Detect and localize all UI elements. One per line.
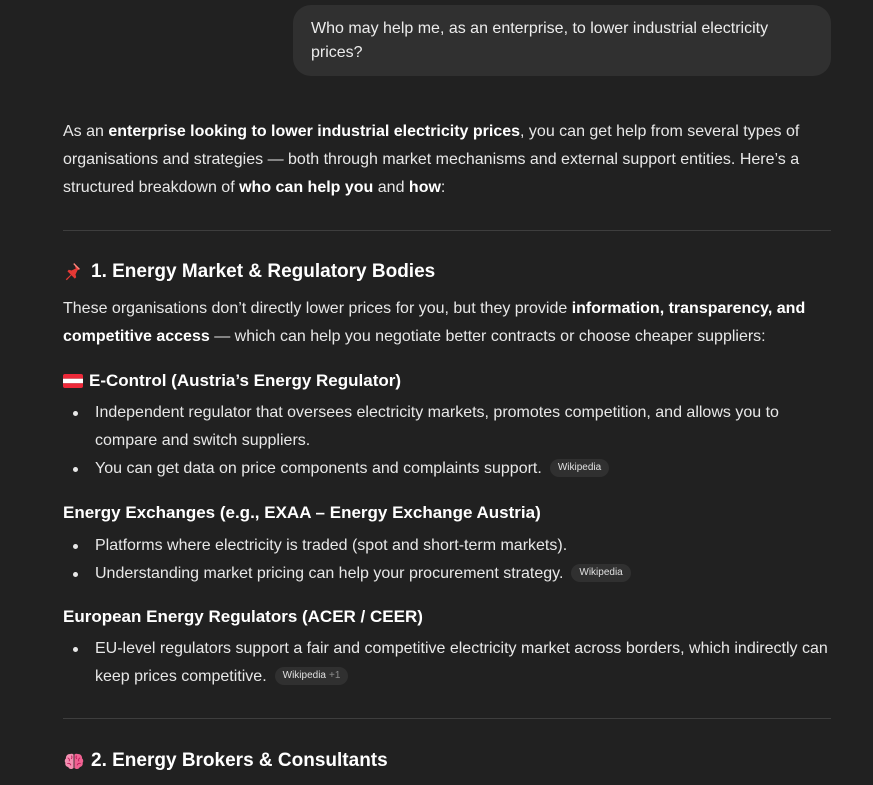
list-item-text: Understanding market pricing can help your procurement strategy. [95, 565, 564, 582]
intro-bold: how [408, 179, 441, 196]
section-title: 2. Energy Brokers & Consultants [91, 750, 388, 771]
citation-extra-count: +1 [329, 669, 341, 681]
intro-text: As an [63, 123, 109, 140]
list-item-text: Independent regulator that oversees electricity markets, promotes competition, and allows you to compare and switch suppliers. [95, 404, 779, 449]
subheading-energy-exchanges [63, 501, 541, 525]
list-item [63, 455, 831, 483]
assistant-intro [63, 118, 831, 202]
list-item-text: You can get data on price components and complaints support. [95, 460, 542, 477]
citation-source: Wikipedia [557, 461, 602, 473]
intro-text: , you can get help from several types of organisations and strategies — both through market mechanisms and external support entities. Here’s a structured breakdown of [63, 123, 800, 196]
list-item [63, 560, 831, 588]
intro-bold: enterprise looking to lower industrial electricity prices [108, 123, 521, 140]
user-message-bubble [293, 5, 831, 76]
bullet-list-e-control [63, 399, 831, 483]
section-description [63, 295, 831, 351]
divider [63, 718, 831, 719]
citation-chip[interactable] [571, 564, 630, 582]
list-item [63, 532, 831, 560]
list-item [63, 635, 831, 691]
user-message-text: Who may help me, as an enterprise, to lower industrial electricity prices? [311, 20, 769, 61]
list-item-text: Platforms where electricity is traded (spot and short-term markets). [95, 537, 568, 554]
bullet-list-energy-exchanges [63, 532, 831, 588]
section-heading-energy-market [63, 259, 435, 285]
subheading-title: European Energy Regulators (ACER / CEER) [63, 607, 423, 626]
subheading-title: Energy Exchanges (e.g., EXAA – Energy Exchange Austria) [63, 503, 541, 522]
citation-source: Wikipedia [579, 566, 623, 578]
citation-source: Wikipedia [282, 669, 326, 681]
brain-icon [63, 750, 85, 772]
subheading-european-regulators [63, 605, 423, 629]
citation-chip[interactable] [550, 459, 609, 477]
pushpin-icon [63, 261, 85, 283]
subheading-e-control [63, 369, 401, 393]
section-title: 1. Energy Market & Regulatory Bodies [91, 261, 436, 282]
desc-bold: information, transparency, and competitive access [63, 300, 806, 345]
desc-text: — which can help you negotiate better contracts or choose cheaper suppliers: [209, 328, 766, 345]
citation-chip[interactable] [275, 667, 349, 685]
subheading-title: E-Control (Austria’s Energy Regulator) [89, 371, 402, 390]
section-heading-energy-brokers [63, 748, 388, 774]
intro-text: : [440, 179, 446, 196]
desc-text: These organisations don’t directly lower prices for you, but they provide [63, 300, 572, 317]
intro-text: and [373, 179, 409, 196]
intro-bold: who can help you [239, 179, 374, 196]
list-item-text: EU-level regulators support a fair and competitive electricity market across borders, which indirectly can keep prices competitive. [95, 640, 828, 685]
divider [63, 230, 831, 231]
list-item [63, 399, 831, 455]
bullet-list-european-regulators [63, 635, 831, 691]
austria-flag-icon [63, 374, 83, 388]
